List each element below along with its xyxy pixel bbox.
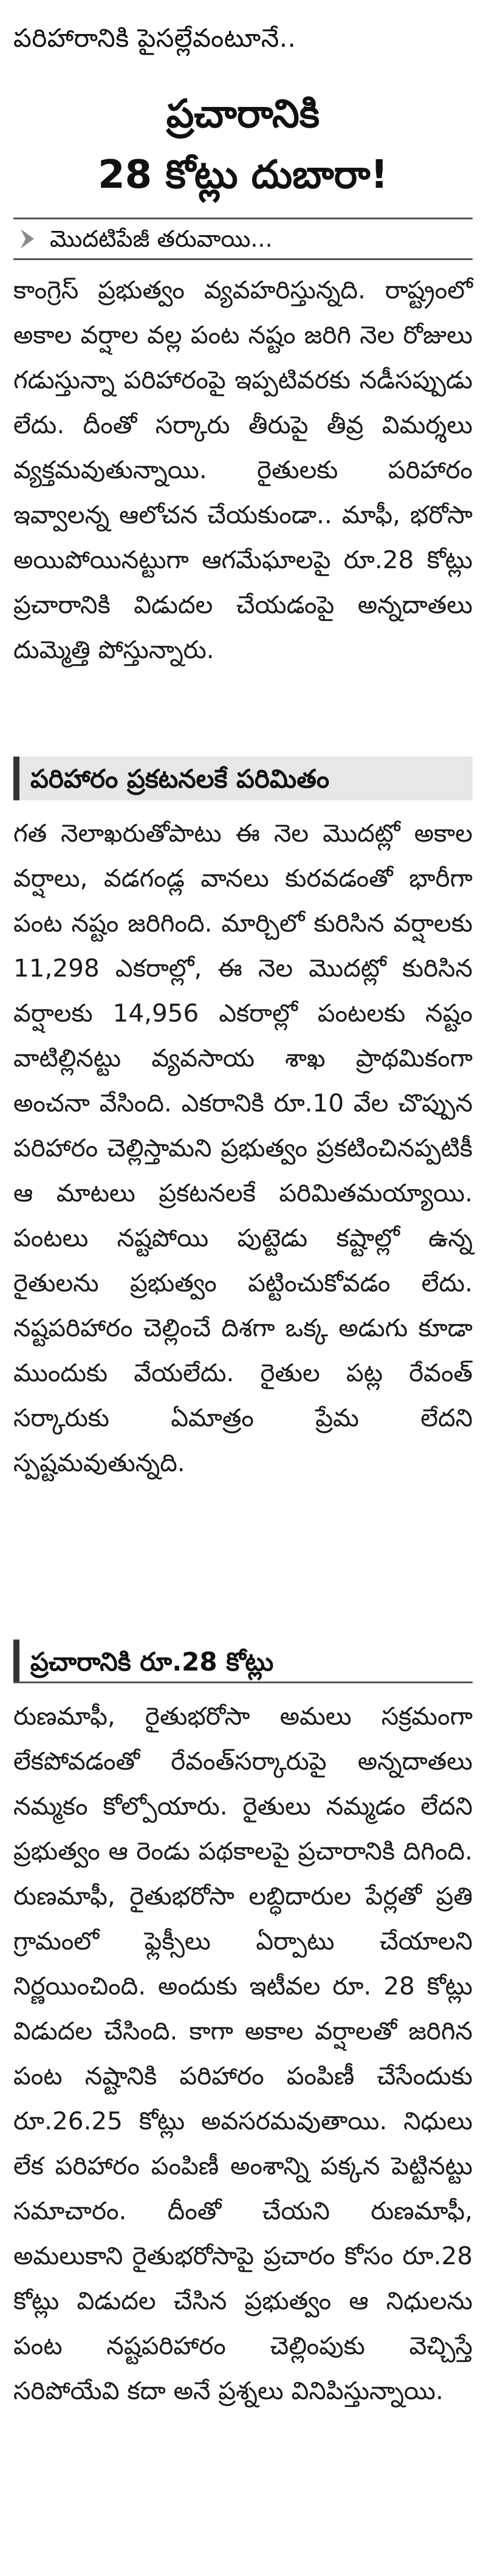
subheading-publicity — [13, 1640, 473, 1683]
subheading-label: ప్రచారానికి రూ.28 కోట్లు — [30, 1647, 274, 1677]
headline-line-2: 28 కోట్లు దుబారా! — [98, 153, 388, 197]
paragraph-intro: కాంగ్రెస్ ప్రభుత్వం వ్యవహరిస్తున్నది. రాష్ట్రంలో అకాల వర్షాల వల్ల పంట నష్టం జరిగి నెల రోజులు గడుస్తున్నా పరిహారంపై ఇప్పటివరకు నడీసప్పుడు లేదు. దీంతో సర్కారు తీరుపై తీవ్ర విమర్శలు వ్యక్తమవుతున్నాయి. రైతులకు పరిహారం ఇవ్వాలన్న ఆలోచన చేయకుండా.. మాఫీ, భరోసా అయిపోయినట్టుగా ఆగమేఘాలపై రూ.28 కోట్లు ప్రచారానికి విడుదల చేయడంపై అన్నదాతలు దుమ్మెత్తి పోస్తున్నారు. — [13, 275, 473, 664]
kicker-line: పరిహారానికి పైసల్లేవంటూనే.. — [13, 23, 296, 53]
continued-from-front-page — [13, 218, 473, 260]
subheading-bar — [13, 757, 19, 800]
paragraph-publicity-funds: రుణమాఫీ, రైతుభరోసా అమలు సక్రమంగా లేకపోవడంతో రేవంత్‌సర్కారుపై అన్నదాతలు నమ్మకం కోల్పోయారు. రైతులు నమ్మడం లేదని ప్రభుత్వం ఆ రెండు పథకాలపై ప్రచారానికి దిగింది. రుణమాఫీ, రైతుభరోసా లబ్ధిదారుల పేర్లతో ప్రతి గ్రామంలో ఫ్లెక్సీలు ఏర్పాటు చేయాలని నిర్ణయించింది. అందుకు ఇటీవల రూ. 28 కోట్లు విడుదల చేసింది. కాగా అకాల వర్షాలతో జరిగిన పంట నష్టానికి పరిహారం పంపిణీ చేసేందుకు రూ.26.25 కోట్లు అవసరమవుతాయి. నిధులు లేక పరిహారం పంపిణీ అంశాన్ని పక్కన పెట్టినట్టు సమాచారం. దీంతో చేయని రుణమాఫీ, అమలుకాని రైతుభరోసాపై ప్రచారం కోసం రూ.28 కోట్లు విడుదల చేసిన ప్రభుత్వం ఆ నిధులను పంట నష్టపరిహారం చెల్లింపుకు వెచ్చిస్తే సరిపోయేవి కదా అనే ప్రశ్నలు వినిపిస్తున్నాయి. — [13, 1702, 473, 2405]
subheading-label: పరిహారం ప్రకటనలకే పరిమితం — [30, 764, 330, 794]
teaser-text: మొదటిపేజీ తరువాయి... — [50, 225, 273, 252]
headline-line-1: ప్రచారానికి — [166, 92, 320, 137]
subheading-bar — [13, 1640, 19, 1683]
subheading-compensation — [13, 757, 473, 800]
subheading-rule — [13, 1681, 473, 1683]
chevron-right-icon — [18, 228, 36, 250]
paragraph-crop-loss: గత నెలాఖరుతోపాటు ఈ నెల మొదట్లో అకాల వర్షాలు, వడగండ్ల వానలు కురవడంతో భారీగా పంట నష్టం జరిగింది. మార్చిలో కురిసిన వర్షాలకు 11,298 ఎకరాల్లో, ఈ నెల మొదట్లో కురిసిన వర్షాలకు 14,956 ఎకరాల్లో పంటలకు నష్టం వాటిల్లినట్టు వ్యవసాయ శాఖ ప్రాథమికంగా అంచనా వేసింది. ఎకరానికి రూ.10 వేల చొప్పున పరిహారం చెల్లిస్తామని ప్రభుత్వం ప్రకటించినప్పటికీ ఆ మాటలు ప్రకటనలకే పరిమితమయ్యాయి. పంటలు నష్టపోయి పుట్టెడు కష్టాల్లో ఉన్న రైతులను ప్రభుత్వం పట్టించుకోవడం లేదు. నష్టపరిహారం చెల్లించే దిశగా ఒక్క అడుగు కూడా ముందుకు వేయలేదు. రైతుల పట్ల రేవంత్ సర్కారుకు ఏమాత్రం ప్రేమ లేదని స్పష్టమవుతున్నది. — [13, 819, 473, 1477]
